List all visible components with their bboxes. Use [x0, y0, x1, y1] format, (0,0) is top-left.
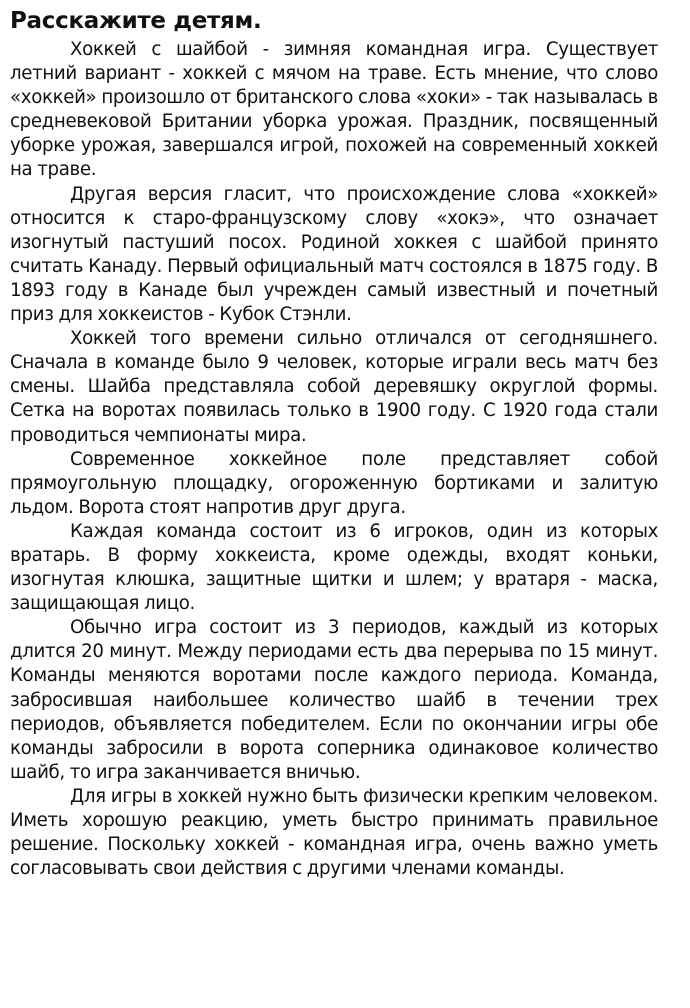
- paragraph-conclusion: Для игры в хоккей нужно быть физически крепким человеком. Иметь хорошую реакцию, уметь быстро принимать правильное решение. Поскольку хоккей - командная игра, очень важно уметь согласовывать свои действия с другими членами команды.: [10, 785, 658, 880]
- page-title: Расскажите детям.: [10, 8, 262, 34]
- paragraph-field: Современное хоккейное поле представляет собой прямоугольную площадку, огороженную бортиками и залитую льдом. Ворота стоят напротив друг друга.: [10, 448, 658, 518]
- paragraph-origin: Хоккей с шайбой - зимняя командная игра. Существует летний вариант - хоккей с мячом на траве. Есть мнение, что слово «хоккей» произошло от британского слова «хоки» - так называлась в средневековой Британии уборка урожая. Праздник, посвященный уборке урожая, завершался игрой, похожей на современный хоккей на траве.: [10, 39, 658, 181]
- document-page: [10, 6, 658, 881]
- paragraph-team: Каждая команда состоит из 6 игроков, один из которых вратарь. В форму хоккеиста, кроме одежды, входят коньки, изогнутая клюшка, защитные щитки и шлем; у вратаря - маска, защищающая лицо.: [10, 520, 658, 615]
- paragraph-rules: Обычно игра состоит из 3 периодов, каждый из которых длится 20 минут. Между периодами есть два перерыва по 15 минут. Команды меняются воротами после каждого периода. Команда, забросившая наибольшее количество шайб в течении трех периодов, объявляется победителем. Если по окончании игры обе команды забросили в ворота соперника одинаковое количество шайб, то игра заканчивается вничью.: [10, 617, 658, 783]
- paragraph-history: Другая версия гласит, что происхождение слова «хоккей» относится к старо-французскому слову «хокэ», что означает изогнутый пастуший посох. Родиной хоккея с шайбой принято считать Канаду. Первый официальный матч состоялся в 1875 году. В 1893 году в Канаде был учрежден самый известный и почетный приз для хоккеистов - Кубок Стэнли.: [10, 183, 658, 326]
- paragraph-early-hockey: Хоккей того времени сильно отличался от сегодняшнего. Сначала в команде было 9 человек, которые играли весь матч без смены. Шайба представляла собой деревяшку округлой формы. Сетка на воротах появилась только в 1900 году. С 1920 года стали проводиться чемпионаты мира.: [10, 328, 658, 446]
